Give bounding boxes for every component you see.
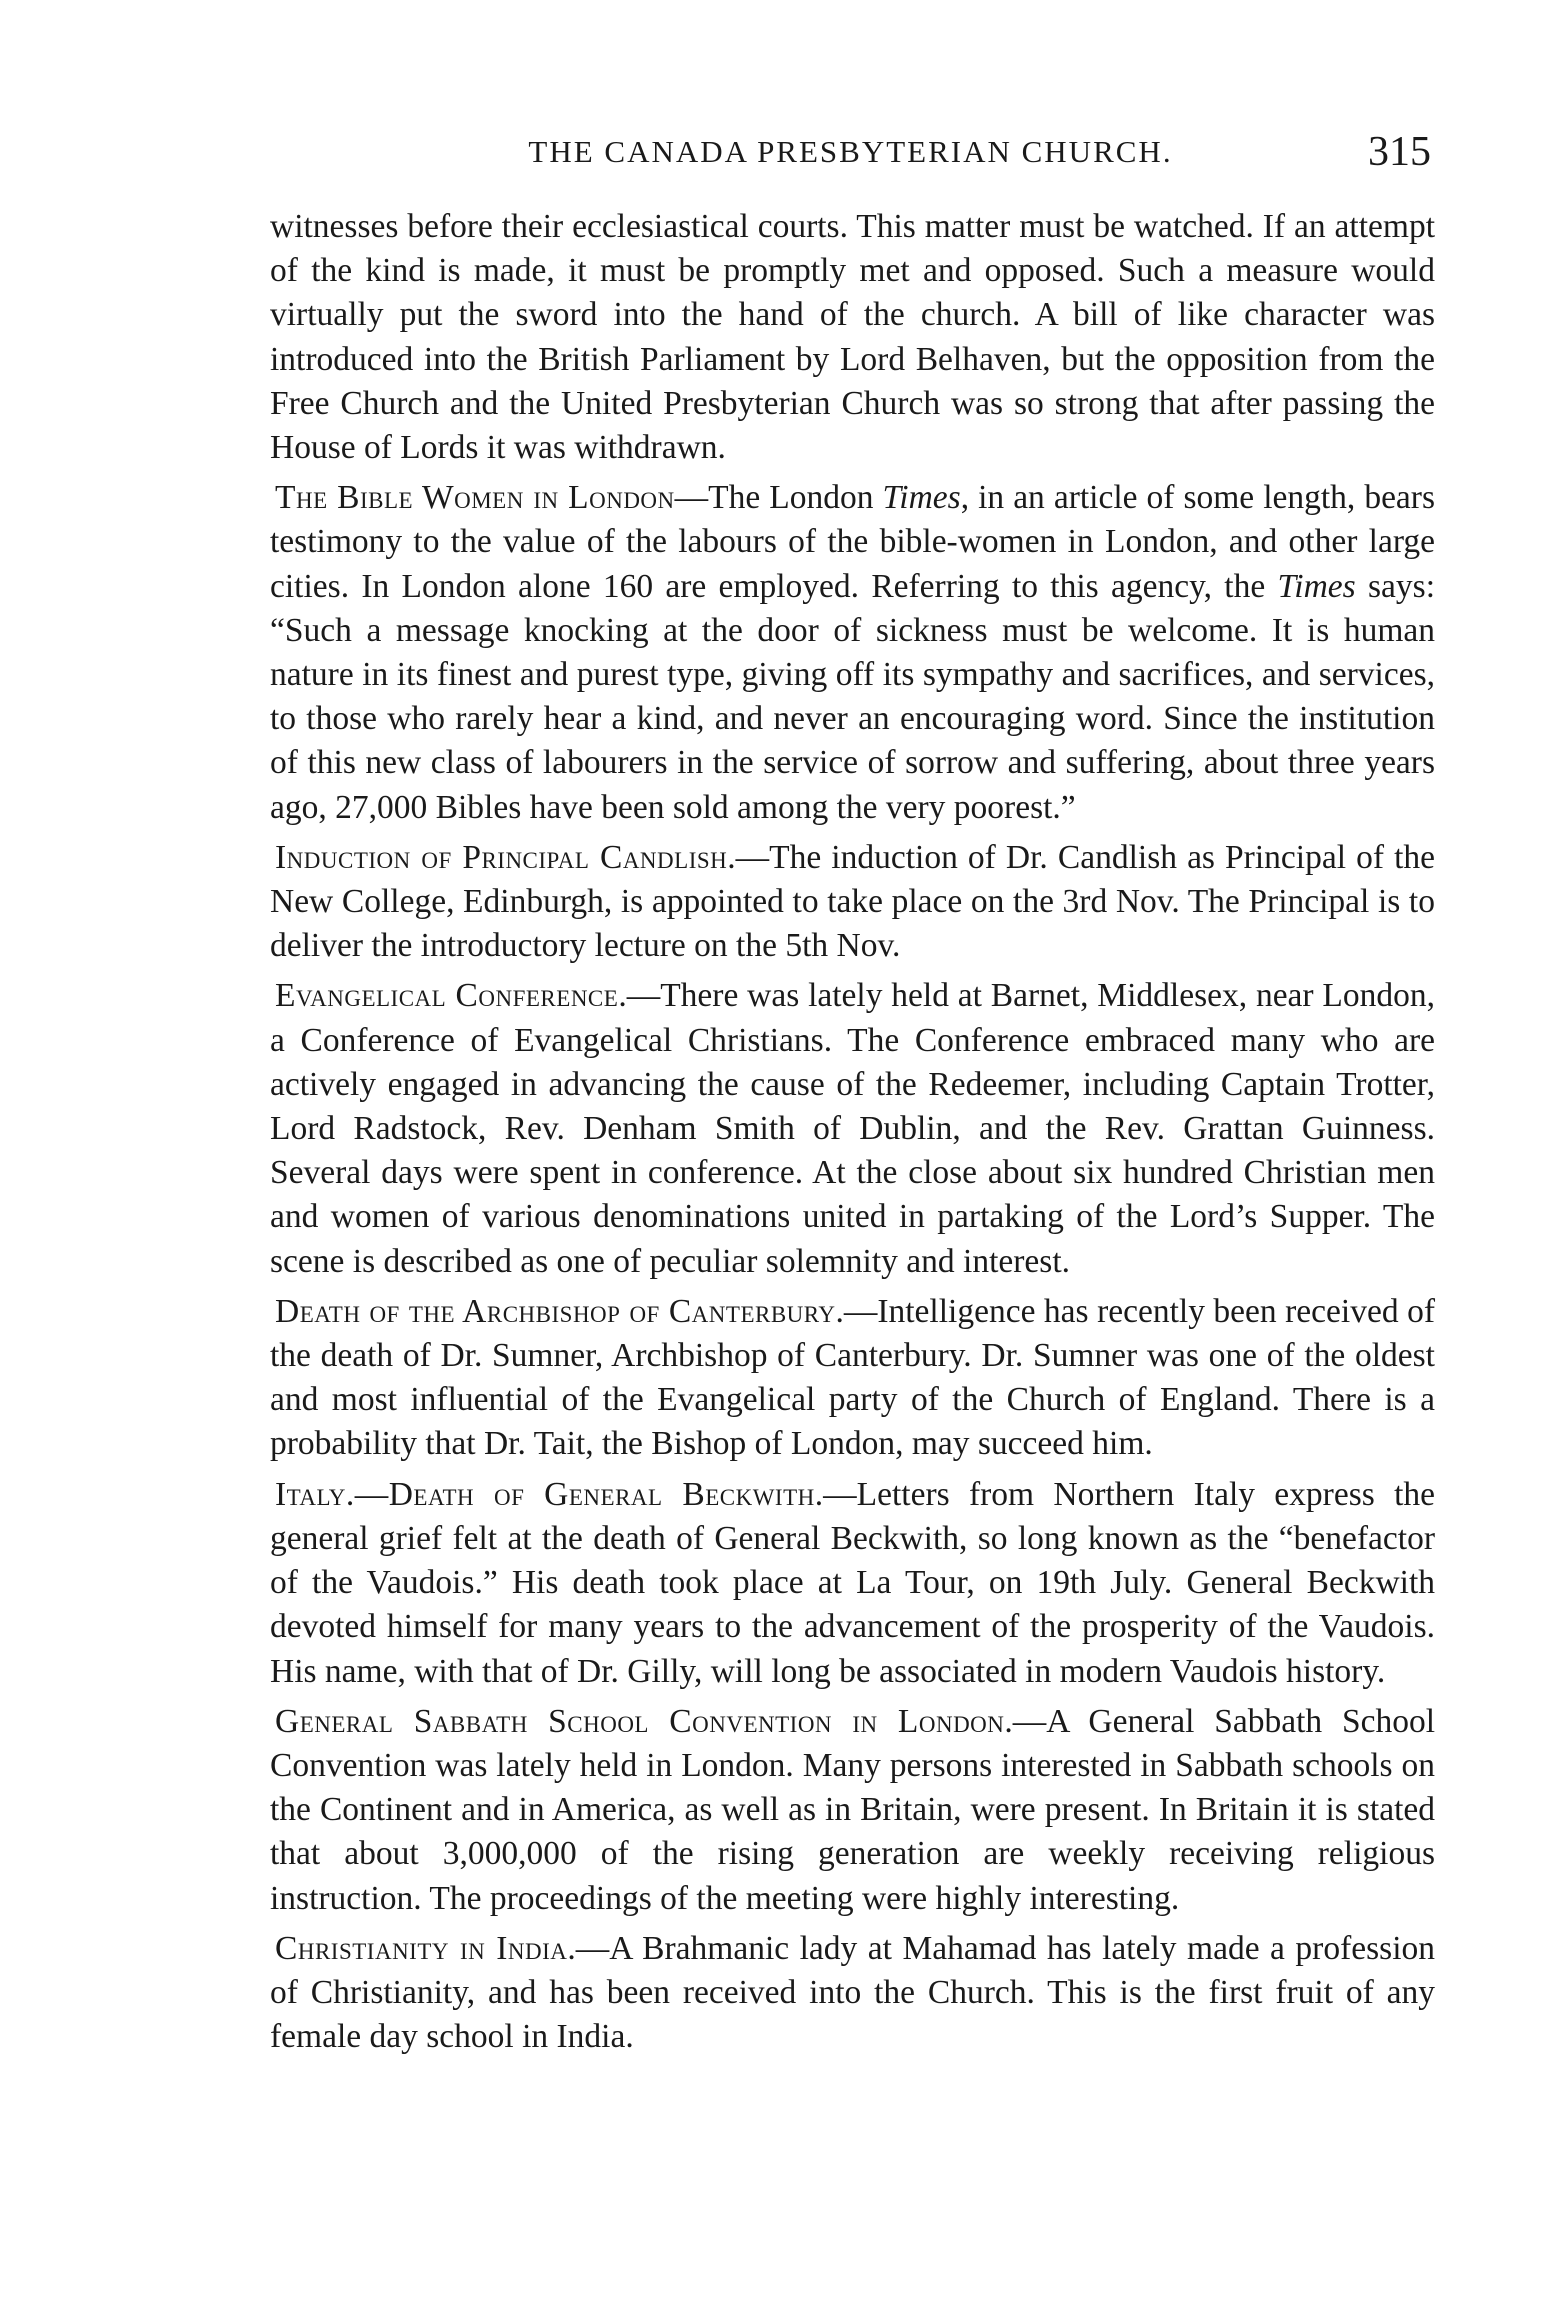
paragraph-heading: General Sabbath School Convention in London	[275, 1702, 1005, 1740]
paragraph-heading: The Bible Women in London	[275, 479, 675, 517]
paragraph-text: .—The induction of Dr. Candlish as Principal of the New College, Edinburgh, is appointed to take place on the 3rd Nov. The Principal is to deliver the introductory lecture on the 5th Nov.	[270, 838, 1435, 965]
paragraph-text: witnesses before their ecclesiastical courts. This matter must be watched. If an attempt of the kind is made, it must be promptly met and opposed. Such a measure would virtually put the sword into the hand of the church. A bill of like character was introduced into the British Parliament by Lord Belhaven, but the opposition from the Free Church and the United Presbyterian Church was so strong that after passing the House of Lords it was withdrawn.	[270, 208, 1435, 467]
paragraph-continuation	[270, 205, 1435, 470]
paragraph-induction	[270, 836, 1435, 969]
paragraph-india	[270, 1927, 1435, 2060]
page-number: 315	[1368, 129, 1431, 175]
paragraph-heading: Evangelical Conference	[275, 977, 619, 1015]
paragraph-heading: Italy.—Death of General Beckwith	[275, 1475, 815, 1513]
paragraph-heading: Induction of Principal Candlish	[275, 838, 728, 876]
paragraph-text: —The London	[674, 479, 883, 517]
italic-title: Times	[882, 479, 961, 517]
paragraph-text: .—Intelligence has recently been received of the death of Dr. Sumner, Archbishop of Canterbury. Dr. Sumner was one of the oldest and most influential of the Evangelical party of the Church of England. There is a probability that Dr. Tait, the Bishop of London, may succeed him.	[270, 1292, 1435, 1463]
paragraph-text: , in an article of some length, bears testimony to the value of the labours of the bible-women in London, and other large cities. In London alone 160 are employed. Referring to this agency, the	[270, 479, 1435, 605]
paragraph-archbishop	[270, 1290, 1435, 1467]
paragraph-text: says: “Such a message knocking at the door of sickness must be welcome. It is human nature in its finest and purest type, giving off its sympathy and sacrifices, and services, to those who rarely hear a kind, and never an encouraging word. Since the institution of this new class of labourers in the service of sorrow and suffering, about three years ago, 27,000 Bibles have been sold among the very poorest.”	[270, 567, 1435, 826]
running-head	[270, 128, 1431, 178]
paragraph-sabbath-school	[270, 1700, 1435, 1921]
paragraph-italy	[270, 1473, 1435, 1694]
paragraph-evangelical-conference	[270, 974, 1435, 1283]
header-title: THE CANADA PRESBYTERIAN CHURCH.	[528, 134, 1173, 169]
italic-title: Times	[1277, 567, 1356, 605]
article-body	[270, 205, 1435, 2065]
paragraph-text: .—A General Sabbath School Convention was lately held in London. Many persons interested in Sabbath schools on the Continent and in America, as well as in Britain, were present. In Britain it is stated that about 3,000,000 of the rising generation are weekly receiving religious instruction. The proceedings of the meeting were highly interesting.	[270, 1702, 1436, 1917]
paragraph-heading: Death of the Archbishop of Canterbury	[275, 1292, 836, 1330]
paragraph-heading: Christianity in India	[275, 1929, 568, 1967]
paragraph-text: .—A Brahmanic lady at Mahamad has lately made a profession of Christianity, and has been received into the Church. This is the first fruit of any female day school in India.	[270, 1929, 1435, 2056]
paragraph-text: .—Letters from Northern Italy express the general grief felt at the death of General Beckwith, so long known as the “benefactor of the Vaudois.” His death took place at La Tour, on 19th July. General Beckwith devoted himself for many years to the advancement of the prosperity of the Vaudois. His name, with that of Dr. Gilly, will long be associated in modern Vaudois history.	[270, 1475, 1436, 1690]
paragraph-bible-women	[270, 476, 1435, 830]
paragraph-text: .—There was lately held at Barnet, Middlesex, near London, a Conference of Evangelical Christians. The Conference embraced many who are actively engaged in advancing the cause of the Redeemer, including Captain Trotter, Lord Radstock, Rev. Denham Smith of Dublin, and the Rev. Grattan Guinness. Several days were spent in conference. At the close about six hundred Christian men and women of various denominations united in partaking of the Lord’s Supper. The scene is described as one of peculiar solemnity and interest.	[270, 977, 1435, 1280]
